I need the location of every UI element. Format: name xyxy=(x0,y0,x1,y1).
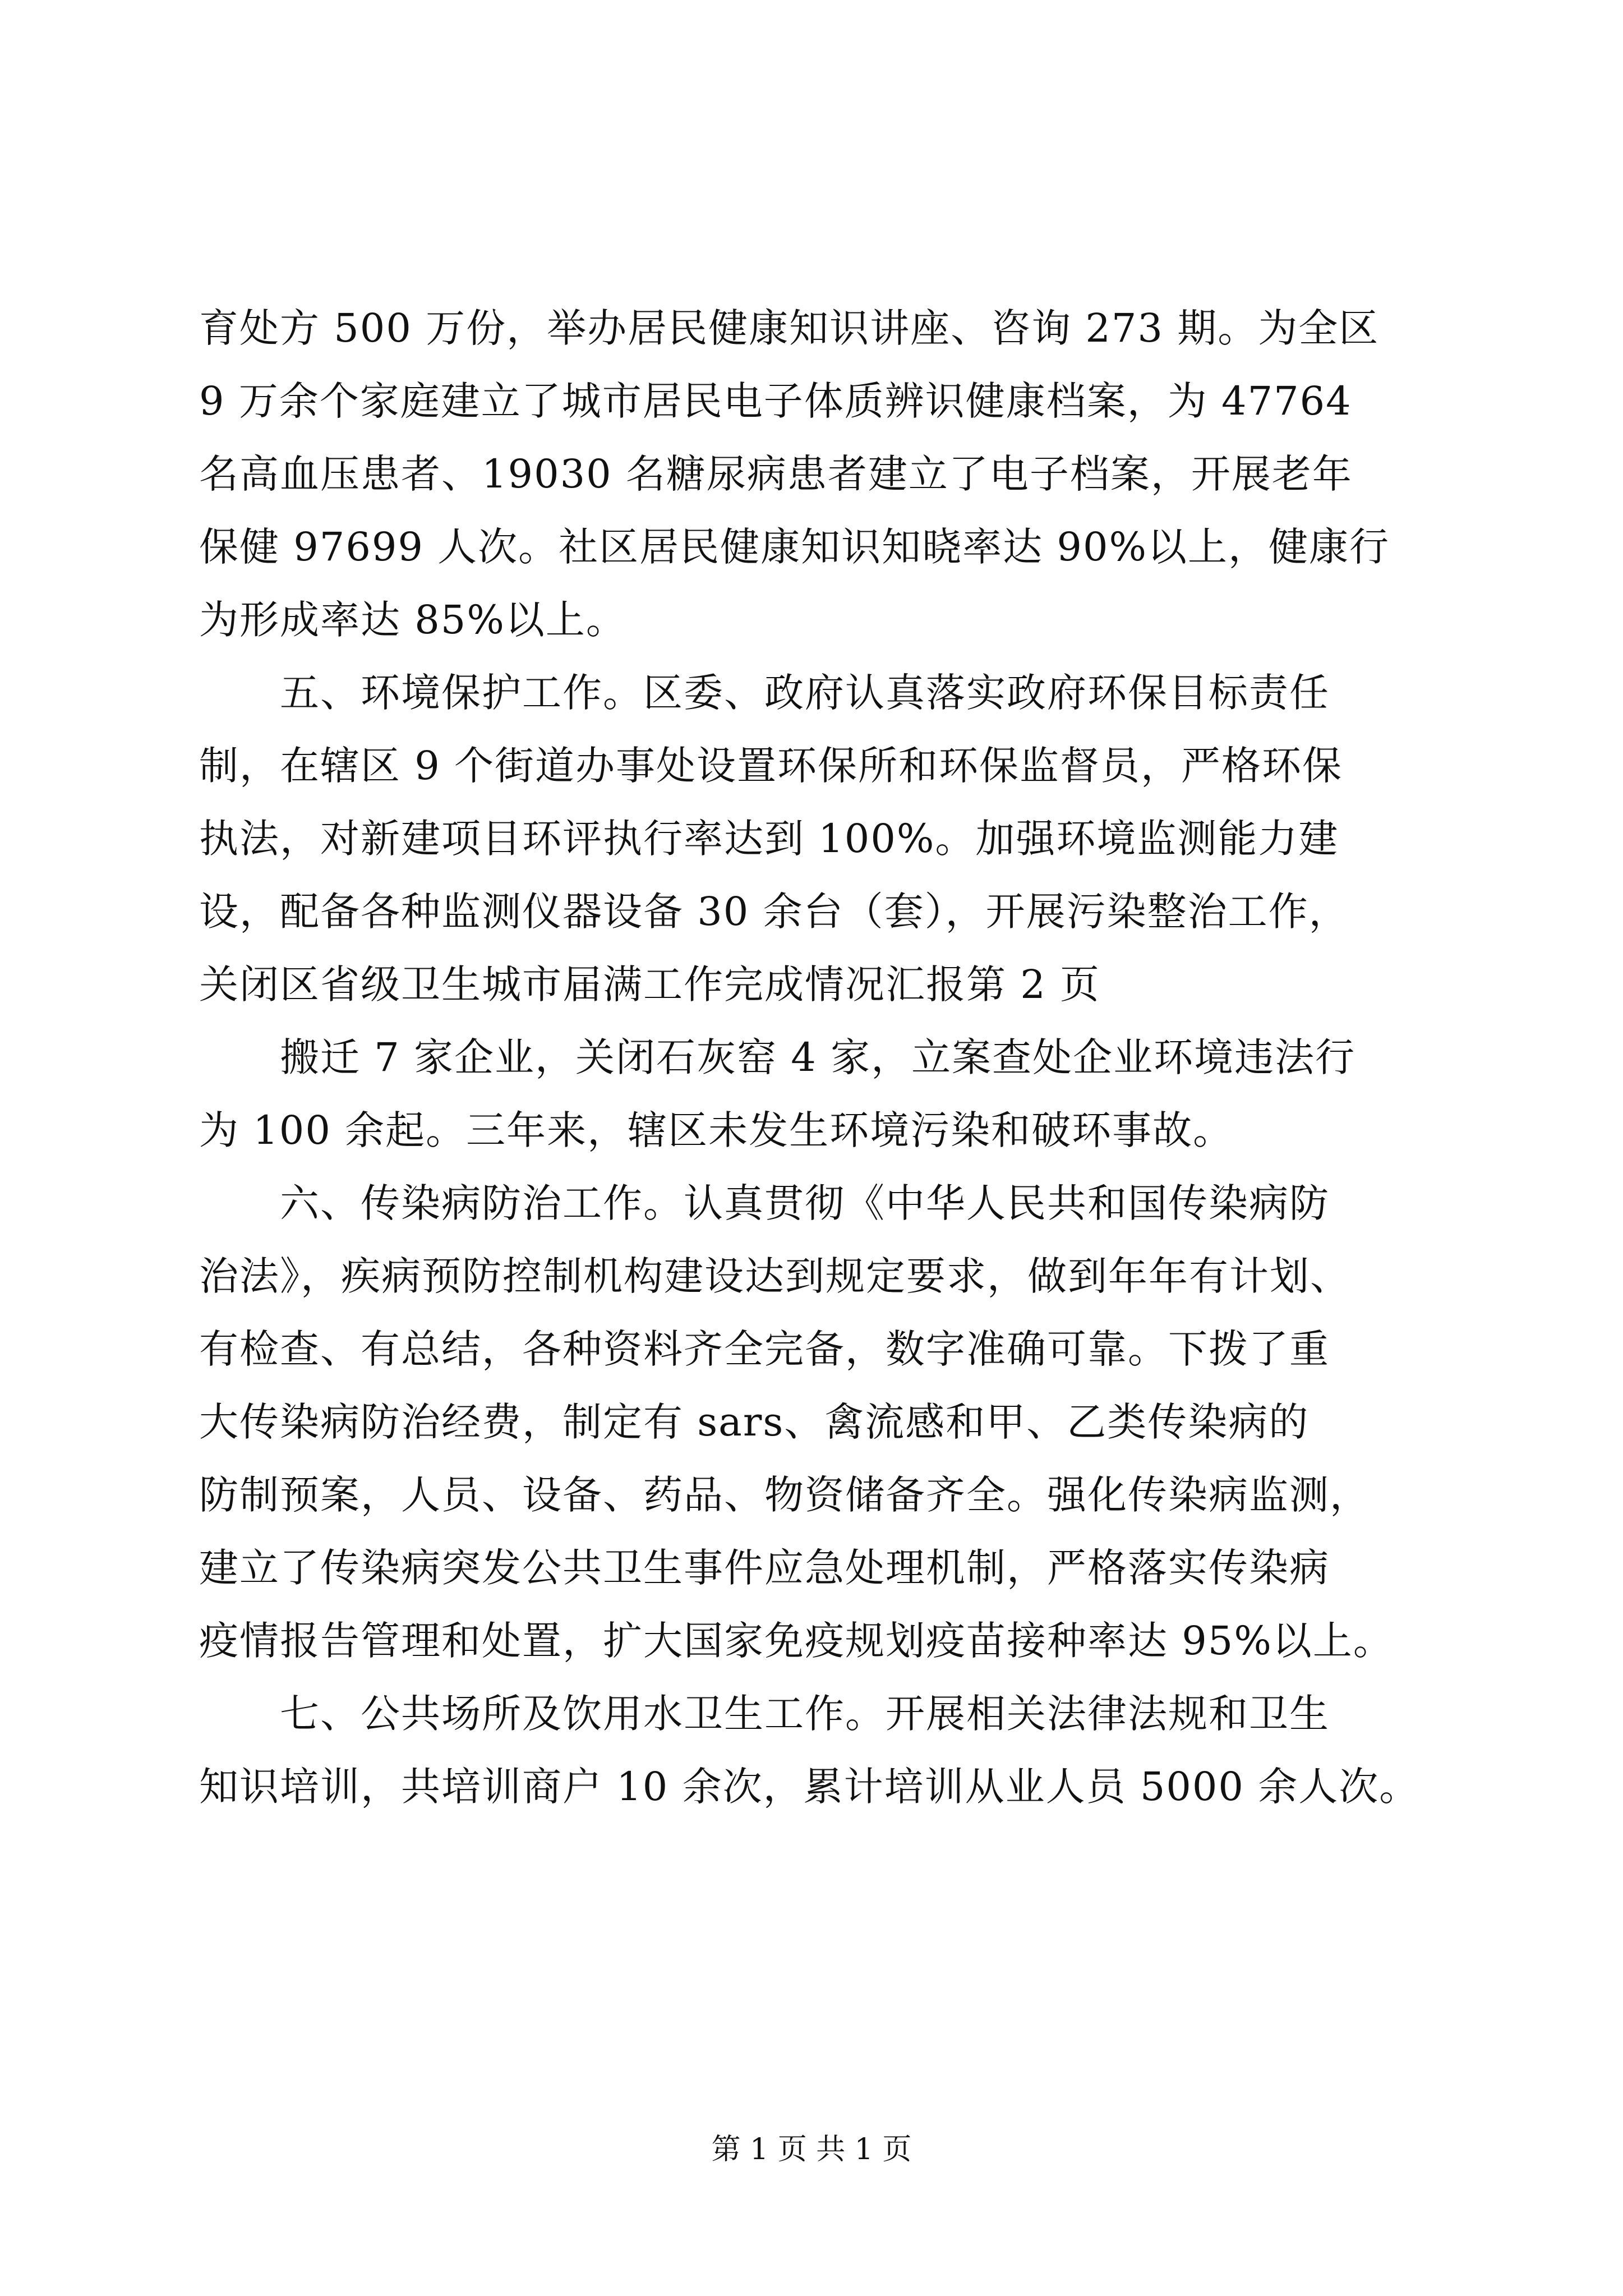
text-line: 知识培训，共培训商户 10 余次，累计培训从业人员 5000 余人次。 xyxy=(199,1764,1420,1810)
text-line: 有检查、有总结，各种资料齐全完备，数字准确可靠。下拨了重 xyxy=(199,1326,1330,1372)
text-line: 9 万余个家庭建立了城市居民电子体质辨识健康档案，为 47764 xyxy=(199,378,1352,424)
text-line: 设，配备各种监测仪器设备 30 余台（套），开展污染整治工作， xyxy=(199,889,1349,935)
document-body xyxy=(199,292,1427,1823)
text-line: 为形成率达 85%以上。 xyxy=(199,597,626,643)
text-line: 防制预案，人员、设备、药品、物资储备齐全。强化传染病监测， xyxy=(199,1472,1370,1518)
text-line: 六、传染病防治工作。认真贯彻《中华人民共和国传染病防 xyxy=(199,1180,1330,1226)
text-line: 关闭区省级卫生城市届满工作完成情况汇报第 2 页 xyxy=(199,961,1101,1007)
text-line: 为 100 余起。三年来，辖区未发生环境污染和破环事故。 xyxy=(199,1107,1234,1153)
text-line: 五、环境保护工作。区委、政府认真落实政府环保目标责任 xyxy=(199,670,1330,716)
text-line: 搬迁 7 家企业，关闭石灰窑 4 家，立案查处企业环境违法行 xyxy=(199,1034,1356,1080)
text-line: 疫情报告管理和处置，扩大国家免疫规划疫苗接种率达 95%以上。 xyxy=(199,1618,1394,1664)
text-line: 建立了传染病突发公共卫生事件应急处理机制，严格落实传染病 xyxy=(199,1545,1330,1591)
text-line: 育处方 500 万份，举办居民健康知识讲座、咨询 273 期。为全区 xyxy=(199,305,1380,351)
text-line: 执法，对新建项目环评执行率达到 100%。加强环境监测能力建 xyxy=(199,816,1339,862)
text-line: 保健 97699 人次。社区居民健康知识知晓率达 90%以上，健康行 xyxy=(199,524,1390,570)
text-line: 大传染病防治经费，制定有 sars、禽流感和甲、乙类传染病的 xyxy=(199,1399,1310,1445)
text-line: 制，在辖区 9 个街道办事处设置环保所和环保监督员，严格环保 xyxy=(199,743,1343,789)
text-line: 治法》，疾病预防控制机构建设达到规定要求，做到年年有计划、 xyxy=(199,1253,1350,1299)
text-line: 名高血压患者、19030 名糖尿病患者建立了电子档案，开展老年 xyxy=(199,451,1353,497)
text-line: 七、公共场所及饮用水卫生工作。开展相关法律法规和卫生 xyxy=(199,1691,1330,1737)
page-footer: 第 1 页 共 1 页 xyxy=(711,2133,912,2166)
